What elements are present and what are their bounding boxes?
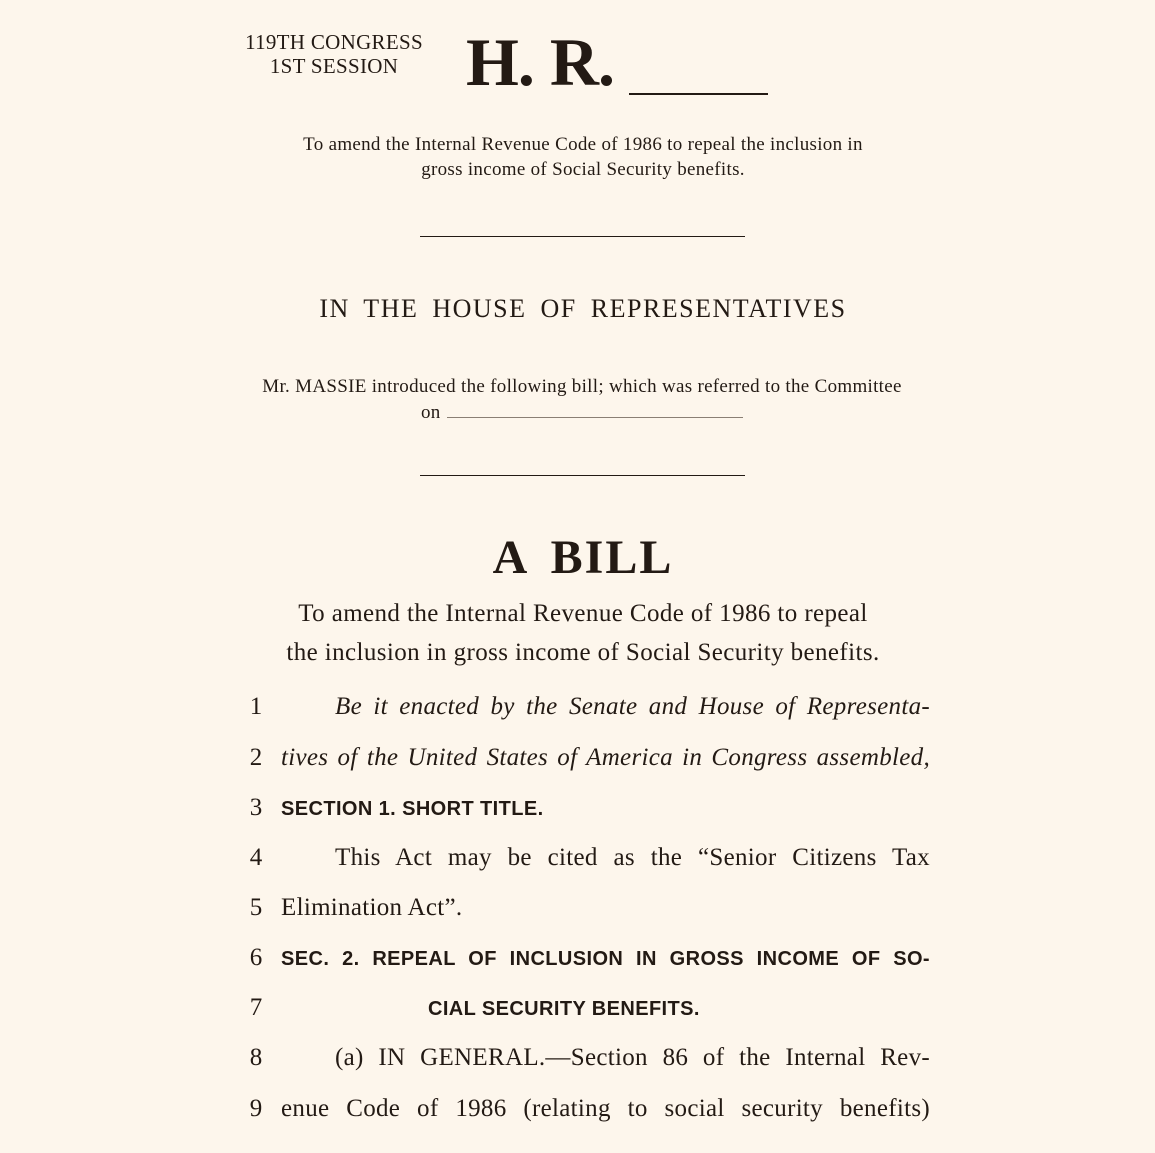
divider-rule [420,475,745,476]
bill-heading: A BILL [492,531,674,584]
bill-text-line: (a) IN GENERAL.—Section 86 of the Internal Rev- [335,1044,930,1071]
bill-purpose-line: the inclusion in gross income of Social Security benefits. [286,639,880,666]
purpose-summary [240,132,926,182]
line-number: 3 [249,794,263,821]
line-number: 5 [249,894,263,921]
bill-text-line: This Act may be cited as the “Senior Citizens Tax [335,844,930,871]
bill-number-blank [629,93,768,95]
section-heading: SEC. 2. REPEAL OF INCLUSION IN GROSS INCOME OF SO- [281,948,930,970]
line-number: 2 [249,744,263,771]
session-number: 1ST SESSION [269,54,399,78]
line-number: 6 [249,944,263,971]
bill-text-line: enue Code of 1986 (relating to social security benefits) [281,1095,930,1122]
bill-type-heading: H. R. [466,24,614,100]
line-number: 7 [249,994,263,1021]
introduction-text: introduced the following bill; which was referred to the Committee [371,376,902,397]
line-number: 4 [249,844,263,871]
congress-number: 119TH CONGRESS [245,30,423,54]
line-number: 8 [249,1044,263,1071]
bill-purpose-line: To amend the Internal Revenue Code of 1986 to repeal [298,600,868,627]
bill-purpose [240,594,926,672]
section-heading: CIAL SECURITY BENEFITS. [428,998,700,1020]
committee-blank [447,417,743,418]
bill-text-line: Be it enacted by the Senate and House of Representa- [335,693,930,720]
chamber-heading: IN THE HOUSE OF REPRESENTATIVES [319,294,847,323]
bill-text-line: tives of the United States of America in Congress assembled, [281,744,930,771]
introduction-statement [232,374,932,426]
purpose-summary-line: To amend the Internal Revenue Code of 1986 to repeal the inclusion in [303,134,863,155]
sponsor-name: MASSIE [295,376,367,397]
sponsor-prefix: Mr. [262,376,291,397]
line-number: 9 [249,1095,263,1122]
introduction-continuation: on [421,402,441,423]
purpose-summary-line: gross income of Social Security benefits. [421,159,745,180]
divider-rule [420,236,745,237]
congress-session-label [236,30,432,78]
section-heading: SECTION 1. SHORT TITLE. [281,798,544,820]
line-number: 1 [249,693,263,720]
bill-text-line: Elimination Act”. [281,894,463,921]
